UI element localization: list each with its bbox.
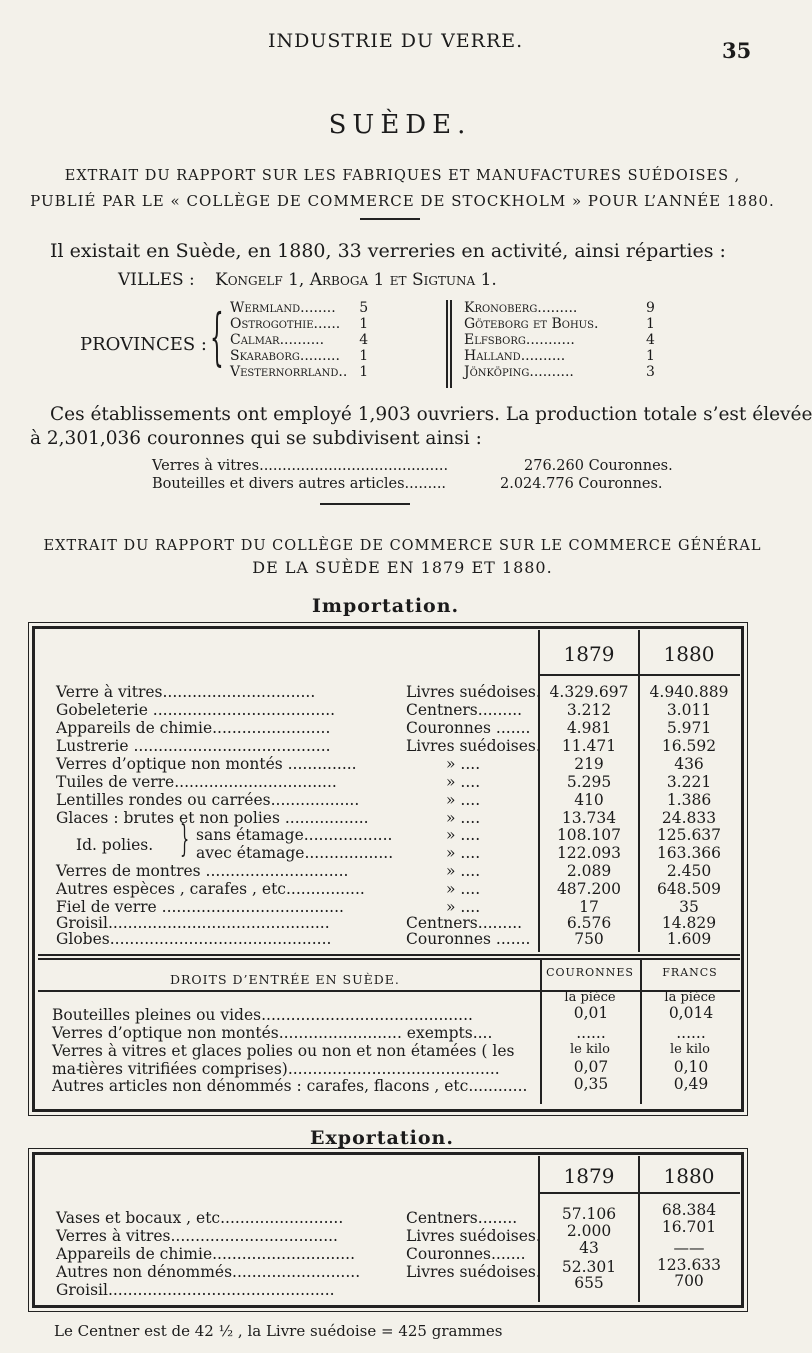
droit-couronnes: 0,07 xyxy=(573,1058,609,1076)
production-label-bouteilles: Bouteilles et divers autres articles......... xyxy=(152,476,447,492)
provinces-separator xyxy=(446,300,448,388)
export-label: Verres à vitres.................................. xyxy=(56,1227,338,1245)
import-1880: 5.971 xyxy=(666,719,712,737)
export-1880: —— xyxy=(673,1239,705,1257)
import-label: Glaces : brutes et non polies ................. xyxy=(56,809,369,827)
export-1879: 43 xyxy=(579,1239,599,1257)
province-row: Skaraborg......... 1 xyxy=(230,348,369,364)
export-label: Vases et bocaux , etc......................... xyxy=(56,1209,344,1227)
import-1879: 122.093 xyxy=(556,844,622,862)
droit-francs: ...... xyxy=(676,1024,706,1042)
droit-couronnes: 0,01 xyxy=(573,1004,609,1022)
import-1880: 2.450 xyxy=(666,862,712,880)
import-1880: 24.833 xyxy=(661,809,717,827)
export-1880: 700 xyxy=(674,1272,704,1290)
droit-label: Verres d’optique non montés......................... exempts.... xyxy=(52,1024,493,1042)
commerce-title-line-1: EXTRAIT DU RAPPORT DU COLLÈGE DE COMMERCE SUR LE COMMERCE GÉNÉRAL xyxy=(43,538,762,554)
droit-francs: 0,10 xyxy=(673,1058,709,1076)
import-label: Tuiles de verre................................. xyxy=(56,773,337,791)
province-row: Calmar.......... 4 xyxy=(230,332,369,348)
provinces-left-table xyxy=(224,300,374,380)
export-1879: 2.000 xyxy=(566,1222,612,1240)
header-rule xyxy=(538,674,740,676)
import-unit: » .... xyxy=(446,844,481,862)
unit-piece: la pièce xyxy=(664,990,716,1005)
import-label: avec étamage.................. xyxy=(196,844,394,862)
import-label: sans étamage.................. xyxy=(196,826,393,844)
export-1880: 123.633 xyxy=(656,1256,722,1274)
province-row: Vesternorrland.. 1 xyxy=(230,364,369,380)
droit-couronnes: 0,35 xyxy=(573,1075,609,1093)
divider xyxy=(320,503,410,505)
import-unit: » .... xyxy=(446,791,481,809)
section-rule xyxy=(38,958,740,960)
import-1880: 35 xyxy=(679,898,699,916)
export-unit: Livres suédoises. xyxy=(406,1263,541,1281)
subtitle-line-2: PUBLIÉ PAR LE « COLLÈGE DE COMMERCE DE STOCKHOLM » POUR L’ANNÉE 1880. xyxy=(30,192,775,210)
province-row: Ostrogothie...... 1 xyxy=(230,316,369,332)
import-label: Verres d’optique non montés .............. xyxy=(56,755,357,773)
import-unit: Centners......... xyxy=(406,914,523,932)
brace: { xyxy=(210,300,224,373)
import-1879: 13.734 xyxy=(561,809,617,827)
subtitle-line-1: EXTRAIT DU RAPPORT SUR LES FABRIQUES ET MANUFACTURES SUÉDOISES , xyxy=(64,168,741,184)
import-1880: 648.509 xyxy=(656,880,722,898)
footnote: Le Centner est de 42 ½ , la Livre suédoise = 425 grammes xyxy=(54,1322,503,1340)
production-value-bouteilles: 2.024.776 Couronnes. xyxy=(500,476,663,492)
page-number: 35 xyxy=(722,38,752,63)
province-row: Elfsborg........... 4 xyxy=(464,332,655,348)
divider xyxy=(360,218,420,220)
villes-label: VILLES : xyxy=(118,270,195,290)
production-value-vitres: 276.260 Couronnes. xyxy=(524,458,673,474)
production-label-vitres: Verres à vitres......................................... xyxy=(152,458,449,474)
import-label: Autres espèces , carafes , etc................ xyxy=(56,880,365,898)
year-1880: 1880 xyxy=(663,642,715,666)
import-1880: 4.940.889 xyxy=(649,683,729,701)
import-unit: » .... xyxy=(446,880,481,898)
import-1879: 410 xyxy=(574,791,604,809)
import-1880: 1.609 xyxy=(666,930,712,948)
import-label: Verres de montres ............................. xyxy=(56,862,349,880)
import-1880: 125.637 xyxy=(656,826,722,844)
import-1879: 3.212 xyxy=(566,701,612,719)
droit-couronnes: ...... xyxy=(576,1024,606,1042)
import-label: Fiel de verre ..................................... xyxy=(56,898,344,916)
droit-label: Bouteilles pleines ou vides........................................... xyxy=(52,1006,473,1024)
import-label: Lentilles rondes ou carrées.................. xyxy=(56,791,360,809)
import-label: Verre à vitres............................... xyxy=(56,683,316,701)
villes-text: Kongelf 1, Arboga 1 et Sigtuna 1. xyxy=(215,270,497,290)
province-row: Halland.......... 1 xyxy=(464,348,655,364)
provinces-right-table xyxy=(458,300,661,380)
import-1879: 4.981 xyxy=(566,719,612,737)
export-1880: 68.384 xyxy=(661,1201,717,1219)
import-unit: » .... xyxy=(446,898,481,916)
export-label: Groisil.............................................. xyxy=(56,1281,335,1299)
droit-label: tières vitrifiées comprises)........................................... xyxy=(78,1060,500,1078)
intro-text: Il existait en Suède, en 1880, 33 verreries en activité, ainsi réparties : xyxy=(50,240,726,262)
import-unit: Livres suédoises. xyxy=(406,683,541,701)
droit-francs: 0,014 xyxy=(668,1004,714,1022)
export-unit: Livres suédoises. xyxy=(406,1227,541,1245)
running-title: INDUSTRIE DU VERRE. xyxy=(268,30,524,52)
unit-piece: la pièce xyxy=(564,990,616,1005)
import-unit: » .... xyxy=(446,809,481,827)
import-label: Lustrerie ........................................ xyxy=(56,737,331,755)
import-1879: 17 xyxy=(579,898,599,916)
import-1880: 1.386 xyxy=(666,791,712,809)
year-1880: 1880 xyxy=(663,1164,715,1188)
employment-line-1: Ces établissements ont employé 1,903 ouvriers. La production totale s’est élevée xyxy=(50,404,812,425)
export-unit: Centners........ xyxy=(406,1209,518,1227)
import-unit: » .... xyxy=(446,755,481,773)
importation-heading: Importation. xyxy=(312,595,460,617)
export-1880: 16.701 xyxy=(661,1218,717,1236)
page-title: SUÈDE. xyxy=(328,110,472,140)
unit-kilo: le kilo xyxy=(569,1042,610,1057)
import-unit: » .... xyxy=(446,826,481,844)
provinces-separator xyxy=(450,300,452,388)
import-1880: 16.592 xyxy=(661,737,717,755)
export-1879: 655 xyxy=(574,1274,604,1292)
province-row: Wermland........ 5 xyxy=(230,300,369,316)
brace: } xyxy=(180,819,190,860)
import-1879: 6.576 xyxy=(566,914,612,932)
unit-kilo: le kilo xyxy=(669,1042,710,1057)
droit-francs: 0,49 xyxy=(673,1075,709,1093)
year-1879: 1879 xyxy=(563,1164,615,1188)
section-rule xyxy=(38,954,740,956)
import-1879: 2.089 xyxy=(566,862,612,880)
import-unit: Couronnes ....... xyxy=(406,930,531,948)
import-1880: 14.829 xyxy=(661,914,717,932)
province-row: Göteborg et Bohus. 1 xyxy=(464,316,655,332)
export-1879: 57.106 xyxy=(561,1205,617,1223)
import-unit: » .... xyxy=(446,862,481,880)
export-unit: Couronnes....... xyxy=(406,1245,526,1263)
import-1879: 750 xyxy=(574,930,604,948)
droits-col-couronnes: COURONNES xyxy=(546,966,634,979)
year-1879: 1879 xyxy=(563,642,615,666)
import-unit: Livres suédoises. xyxy=(406,737,541,755)
employment-line-2: à 2,301,036 couronnes qui se subdivisent ainsi : xyxy=(30,428,482,449)
province-row: Kronoberg......... 9 xyxy=(464,300,655,316)
import-1880: 3.011 xyxy=(666,701,712,719)
export-label: Autres non dénommés.......................... xyxy=(56,1263,361,1281)
import-1879: 487.200 xyxy=(556,880,622,898)
provinces-label: PROVINCES : xyxy=(80,334,207,355)
import-unit: Centners......... xyxy=(406,701,523,719)
import-unit: » .... xyxy=(446,773,481,791)
import-label: Groisil............................................. xyxy=(56,914,330,932)
droits-col-francs: FRANCS xyxy=(662,966,718,979)
import-1879: 11.471 xyxy=(561,737,617,755)
export-label: Appareils de chimie............................. xyxy=(56,1245,356,1263)
import-1880: 436 xyxy=(674,755,704,773)
import-label: Globes............................................. xyxy=(56,930,332,948)
exportation-heading: Exportation. xyxy=(310,1127,454,1149)
import-1879: 5.295 xyxy=(566,773,612,791)
id-polies-label: Id. polies. xyxy=(76,836,154,854)
export-1879: 52.301 xyxy=(561,1258,617,1276)
import-label: Appareils de chimie........................ xyxy=(56,719,331,737)
droit-label: Verres à vitres et glaces polies ou non et non étamées ( les ma- xyxy=(52,1042,515,1078)
import-1879: 108.107 xyxy=(556,826,622,844)
commerce-title-line-2: DE LA SUÈDE EN 1879 ET 1880. xyxy=(252,558,553,577)
import-1879: 4.329.697 xyxy=(549,683,629,701)
droits-title: DROITS D’ENTRÉE EN SUÈDE. xyxy=(170,972,400,987)
province-row: Jönköping.......... 3 xyxy=(464,364,655,380)
droit-label: Autres articles non dénommés : carafes, flacons , etc............ xyxy=(52,1077,528,1095)
import-label: Gobeleterie ..................................... xyxy=(56,701,336,719)
import-1880: 163.366 xyxy=(656,844,722,862)
import-unit: Couronnes ....... xyxy=(406,719,531,737)
import-1879: 219 xyxy=(574,755,604,773)
header-rule xyxy=(538,1192,740,1194)
import-1880: 3.221 xyxy=(666,773,712,791)
